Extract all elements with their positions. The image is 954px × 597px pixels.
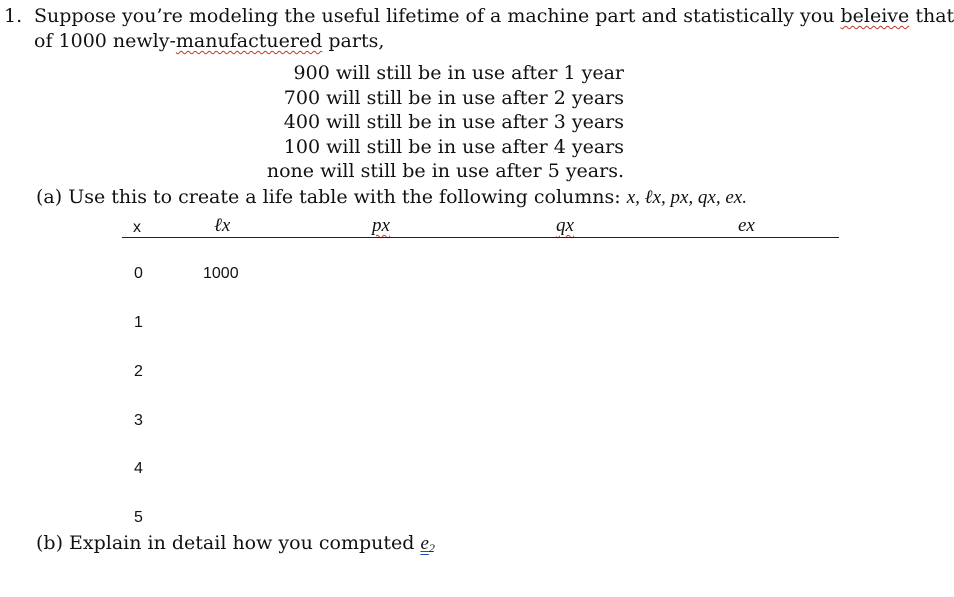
part-b-text: (b) Explain in detail how you computed	[36, 532, 421, 554]
header-lx: ℓx	[214, 215, 231, 236]
table-cell-lx: 1000	[203, 265, 239, 282]
survival-statements	[267, 61, 624, 184]
part-b-term-subscript: 2	[428, 541, 435, 555]
intro-line2-end: parts,	[322, 30, 385, 52]
intro-line1-text: Suppose you’re modeling the useful lifetime of a machine part and statistically you	[34, 5, 841, 27]
survival-statement: 400 will still be in use after 3 years	[283, 111, 624, 133]
misspelled-word-believe: beleive	[840, 5, 910, 27]
header-qx: qx	[556, 215, 574, 236]
question-number: 1.	[4, 5, 23, 27]
table-cell-x: 4	[134, 460, 143, 477]
table-header-rule	[122, 237, 839, 238]
question-intro-line1	[34, 5, 954, 27]
header-ex: ex	[738, 215, 755, 236]
intro-line2-text: of 1000 newly-	[34, 30, 176, 52]
survival-statement: none will still be in use after 5 years.	[266, 160, 624, 182]
survival-statement: 700 will still be in use after 2 years	[283, 86, 624, 109]
intro-line1-end: that	[909, 5, 954, 27]
question-intro-line2	[34, 30, 384, 52]
part-a-text: (a) Use this to create a life table with the following columns:	[36, 186, 627, 208]
survival-statement: 900 will still be in use after 1 year	[293, 62, 624, 84]
survival-statement: 100 will still be in use after 4 years	[283, 135, 624, 158]
table-cell-x: 0	[134, 265, 143, 282]
table-cell-x: 2	[134, 363, 143, 380]
part-b-term-letter: e	[420, 533, 429, 554]
part-a-prompt	[36, 186, 747, 209]
header-px: px	[372, 215, 390, 236]
part-b-term	[420, 533, 434, 554]
part-b-prompt	[36, 532, 435, 556]
header-x: x	[133, 219, 141, 236]
table-cell-x: 1	[134, 314, 143, 331]
part-a-columns: x, ℓx, px, qx, ex.	[626, 187, 747, 208]
table-cell-x: 3	[134, 412, 143, 429]
misspelled-word-manufactured: manufactuered	[175, 30, 323, 52]
table-cell-x: 5	[134, 509, 143, 526]
